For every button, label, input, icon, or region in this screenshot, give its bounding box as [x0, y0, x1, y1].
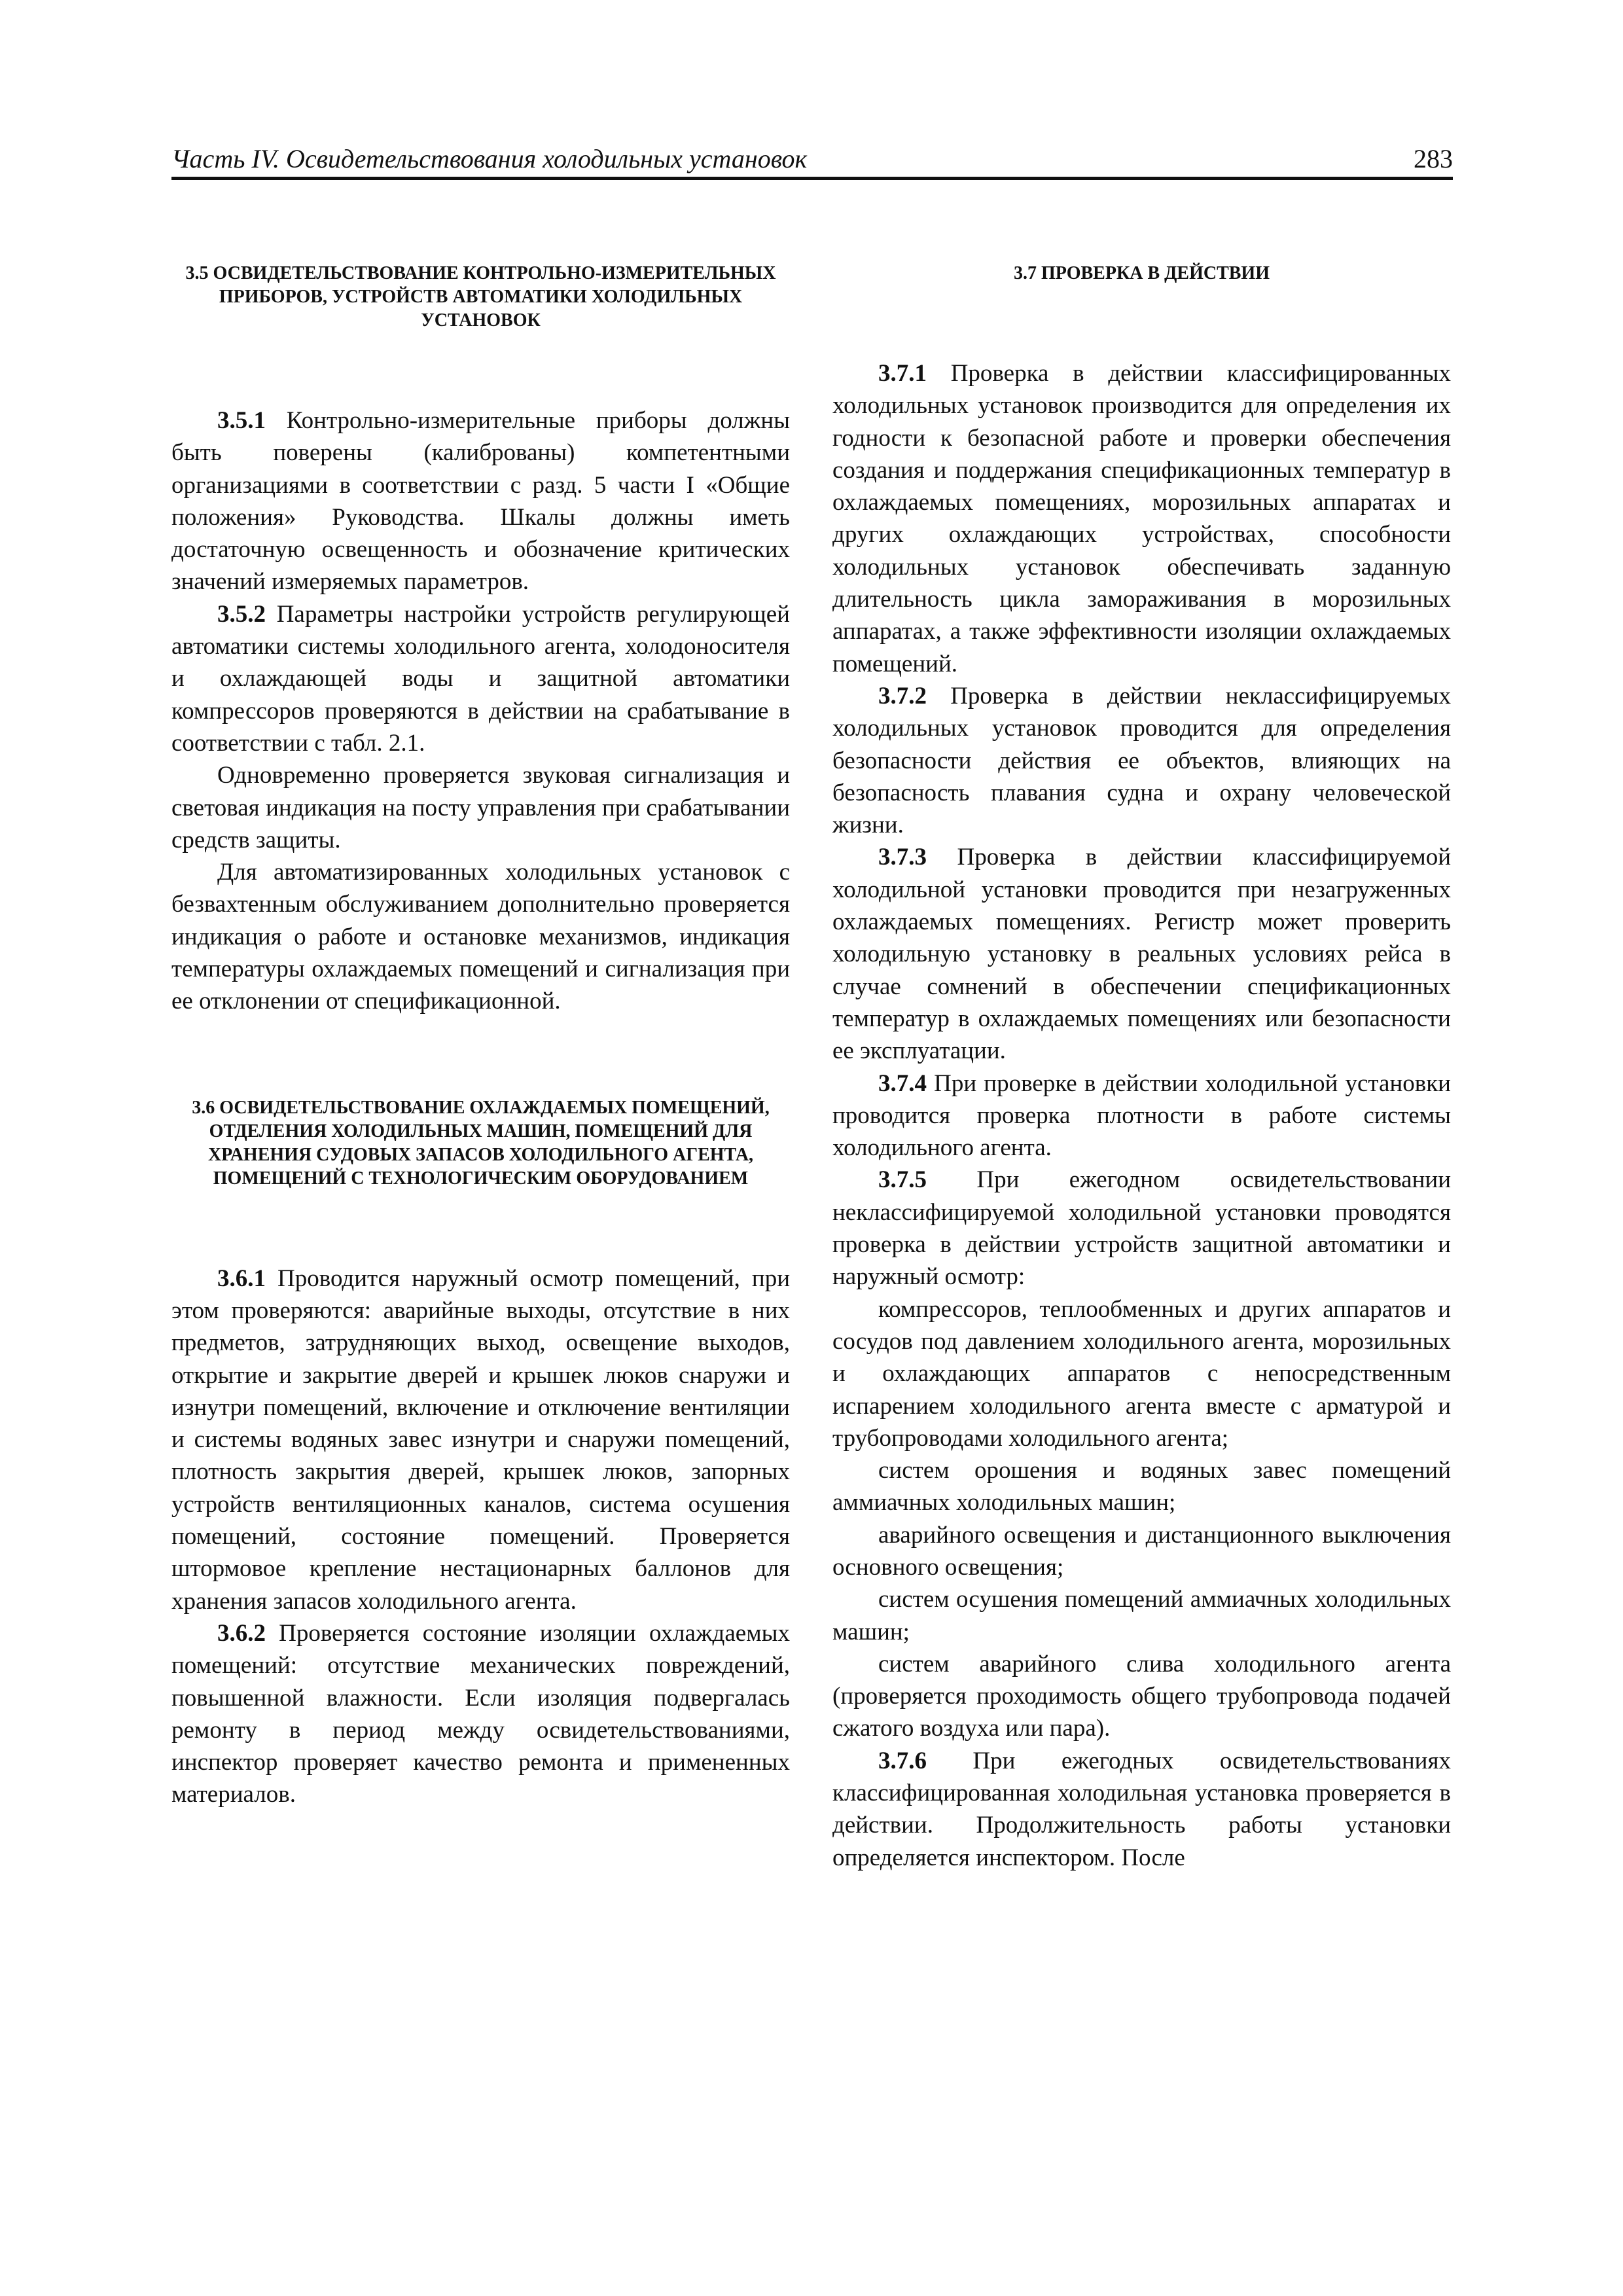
paragraph-3-6-2 [171, 1617, 790, 1811]
right-column [832, 262, 1451, 1874]
paragraph-text: Проверка в действии неклассифицируемых холодильных установок проводится для определения безопасности действия ее объектов, влияющих на безопасность плавания судна и охрану человеческой жизни. [832, 682, 1451, 839]
paragraph-number: 3.7.1 [878, 360, 927, 387]
paragraph-text: Проверяется состояние изоляции охлаждаемых помещений: отсутствие механических повреждений, повышенной влажности. Если изоляция подвергалась ремонту в период между освидетельствованиями, инспектор проверяет качество ремонта и примененных материалов. [171, 1619, 790, 1808]
paragraph-3-5-automation: Для автоматизированных холодильных установок с безвахтенным обслуживанием дополнительно проверяется индикация о работе и остановке механизмов, индикация температуры охлаждаемых помещений и сигнализация при ее отклонении от спецификационной. [171, 859, 790, 1015]
section-3-6-heading: 3.6 ОСВИДЕТЕЛЬСТВОВАНИЕ ОХЛАЖДАЕМЫХ ПОМЕЩЕНИЙ, ОТДЕЛЕНИЯ ХОЛОДИЛЬНЫХ МАШИН, ПОМЕЩЕНИЙ ДЛЯ ХРАНЕНИЯ СУДОВЫХ ЗАПАСОВ ХОЛОДИЛЬНОГО АГЕНТА, ПОМЕЩЕНИЙ С ТЕХНОЛОГИЧЕСКИМ ОБОРУДОВАНИЕМ [192, 1097, 770, 1189]
paragraph-number: 3.6.1 [217, 1265, 266, 1292]
paragraph-3-7-2 [832, 680, 1451, 841]
paragraph-3-7-3 [832, 841, 1451, 1067]
paragraph-text: Параметры настройки устройств регулирующей автоматики системы холодильного агента, холодоносителя и охлаждающей воды и защитной автоматики компрессоров проверяются в действии на срабатывание в соответствии с табл. 2.1. [171, 600, 790, 757]
section-spacer [171, 1018, 790, 1096]
paragraph-text: Контрольно-измерительные приборы должны быть поверены (калиброваны) компетентными организациями в соответствии с разд. 5 части I «Общие положения» Руководства. Шкалы должны иметь достаточную освещенность и обозначение критических значений измеряемых параметров. [171, 407, 790, 596]
paragraph-3-7-1 [832, 357, 1451, 680]
page-number: 283 [1414, 144, 1453, 173]
section-3-7-heading: 3.7 ПРОВЕРКА В ДЕЙСТВИИ [1013, 263, 1270, 283]
paragraph-number: 3.5.2 [217, 600, 266, 628]
paragraph-text: При проверке в действии холодильной установки проводится проверка плотности в работе системы холодильного агента. [832, 1069, 1451, 1162]
paragraph-3-7-6 [832, 1745, 1451, 1874]
paragraph-text: Проводится наружный осмотр помещений, при этом проверяются: аварийные выходы, отсутствие в них предметов, затрудняющих выход, освещение выходов, открытие и закрытие дверей и крышек люков снаружи и изнутри помещений, включение и отключение вентиляции и системы водяных завес изнутри и снаружи помещений, плотность закрытия дверей, крышек люков, запорных устройств вентиляционных каналов, система осушения помещений, состояние помещений. Проверяется штормовое крепление нестационарных баллонов для хранения запасов холодильного агента. [171, 1265, 790, 1615]
paragraph-number: 3.7.4 [878, 1069, 927, 1097]
paragraph-text: При ежегодном освидетельствовании неклассифицируемой холодильной установки проводятся проверка в действии устройств защитной автоматики и наружный осмотр: [832, 1166, 1451, 1291]
paragraph-number: 3.6.2 [217, 1619, 266, 1647]
list-item-drainage: систем осушения помещений аммиачных холодильных машин; [832, 1586, 1451, 1645]
paragraph-number: 3.7.2 [878, 682, 927, 709]
header-rule [171, 177, 1453, 180]
paragraph-3-7-4 [832, 1067, 1451, 1164]
paragraph-number: 3.7.5 [878, 1166, 927, 1194]
paragraph-3-6-1 [171, 1263, 790, 1617]
paragraph-number: 3.7.3 [878, 844, 927, 871]
paragraph-text: Проверка в действии классифицируемой холодильной установки проводится при незагруженных охлаждаемых помещениях. Регистр может проверить холодильную установку в реальных условиях рейса в случае сомнений в обеспечении спецификационных температур в охлаждаемых помещениях или безопасности ее эксплуатации. [832, 844, 1451, 1065]
paragraph-3-7-5 [832, 1164, 1451, 1293]
paragraph-3-5-1 [171, 404, 790, 598]
paragraph-number: 3.7.6 [878, 1747, 927, 1774]
paragraph-3-5-signal: Одновременно проверяется звуковая сигнализация и световая индикация на посту управления при срабатывании средств защиты. [171, 762, 790, 853]
list-item-emergency-discharge: систем аварийного слива холодильного агента (проверяется проходимость общего трубопровода подачей сжатого воздуха или пара). [832, 1650, 1451, 1742]
section-3-5-heading: 3.5 ОСВИДЕТЕЛЬСТВОВАНИЕ КОНТРОЛЬНО-ИЗМЕРИТЕЛЬНЫХ ПРИБОРОВ, УСТРОЙСТВ АВТОМАТИКИ ХОЛОДИЛЬНЫХ УСТАНОВОК [185, 263, 776, 331]
paragraph-text: Проверка в действии классифицированных холодильных установок производится для определения их годности к безопасной работе и проверки обеспечения создания и поддержания спецификационных температур в охлаждаемых помещениях, морозильных аппаратах и других охлаждающих устройствах, способности холодильных установок обеспечивать заданную длительность цикла замораживания в морозильных аппаратах, а также эффективности изоляции охлаждаемых помещений. [832, 360, 1451, 677]
list-item-compressors: компрессоров, теплообменных и других аппаратов и сосудов под давлением холодильного агента, морозильных и охлаждающих аппаратов с непосредственным испарением холодильного агента вместе с арматурой и трубопроводами холодильного агента; [832, 1295, 1451, 1452]
paragraph-text: При ежегодных освидетельствованиях классифицированная холодильная установка проверяется в действии. Продолжительность работы установки определяется инспектором. После [832, 1747, 1451, 1871]
paragraph-3-5-2 [171, 598, 790, 759]
list-item-emergency-lighting: аварийного освещения и дистанционного выключения основного освещения; [832, 1521, 1451, 1581]
running-title: Часть IV. Освидетельствования холодильных установок [171, 144, 808, 173]
paragraph-number: 3.5.1 [217, 407, 266, 434]
left-column [171, 262, 790, 1811]
list-item-irrigation: систем орошения и водяных завес помещений аммиачных холодильных машин; [832, 1457, 1451, 1516]
